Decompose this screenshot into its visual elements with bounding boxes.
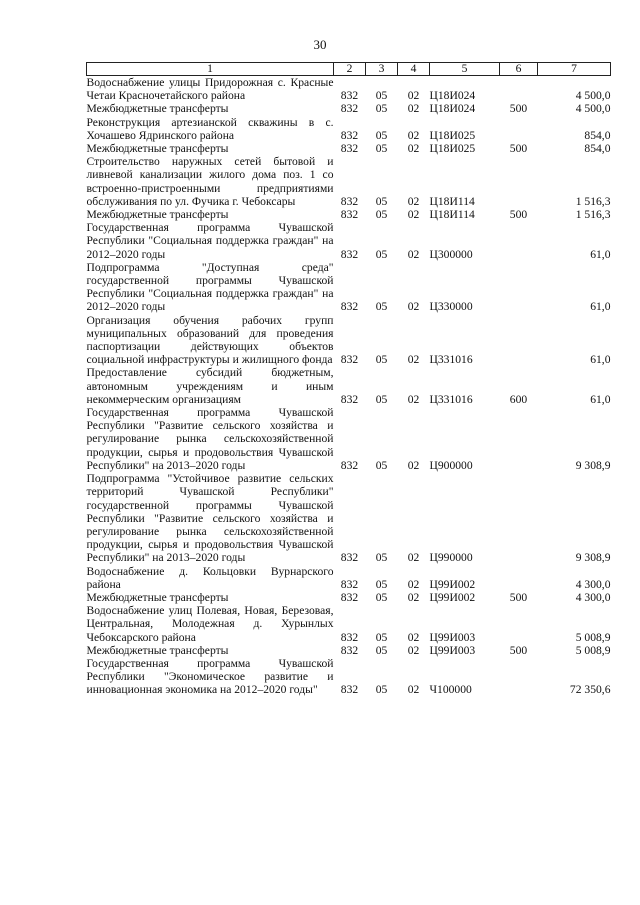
row-name: Межбюджетные трансферты: [86, 590, 229, 604]
row-ministry-code: 832: [340, 643, 359, 657]
row-ministry-code: 832: [340, 128, 359, 142]
row-subsection-code: 02: [407, 300, 420, 314]
row-expense-type: 500: [509, 208, 528, 222]
table-row: [87, 366, 611, 406]
row-subsection-code: 02: [407, 458, 420, 472]
row-target-code: Ц99И002: [429, 577, 476, 591]
row-expense-type: [500, 565, 538, 591]
row-subsection-code: 02: [407, 102, 420, 116]
row-name: Водоснабжение д. Кольцовки Вурнарского района: [86, 564, 334, 591]
row-section-code: 05: [375, 89, 388, 103]
row-target-code: Ц18И114: [429, 194, 475, 208]
row-target-code: Ц18И025: [429, 142, 476, 156]
table-row: [87, 406, 611, 472]
table-body: [87, 76, 611, 697]
row-target-code: Ц18И025: [429, 128, 476, 142]
row-expense-type: 600: [509, 392, 528, 406]
row-expense-type: 500: [509, 102, 528, 116]
table-row: [87, 261, 611, 314]
col-header-2: 2: [334, 63, 366, 76]
row-name: Государственная программа Чувашской Республики "Развитие сельского хозяйства и регулирование рынка сельскохозяйственной продукции, сырья и продовольствия Чувашской Республики" на 2013–2020 годы: [86, 406, 334, 472]
row-section-code: 05: [375, 392, 388, 406]
row-section-code: 05: [375, 551, 388, 565]
row-name: Строительство наружных сетей бытовой и ливневой канализации жилого дома поз. 1 со встроенно-пристроенными предприятиями обслуживания по ул. Фучика г. Чебоксары: [86, 155, 334, 208]
row-section-code: 05: [375, 194, 388, 208]
row-target-code: Ц330000: [429, 300, 473, 314]
row-target-code: Ц990000: [429, 551, 473, 565]
row-section-code: 05: [375, 590, 388, 604]
row-section-code: 05: [375, 247, 388, 261]
row-subsection-code: 02: [407, 128, 420, 142]
row-subsection-code: 02: [407, 353, 420, 367]
page-number: 30: [313, 37, 327, 52]
row-target-code: Ц300000: [429, 247, 473, 261]
row-ministry-code: 832: [340, 577, 359, 591]
row-expense-type: [500, 261, 538, 314]
table-row: [87, 102, 611, 115]
row-target-code: Ц99И003: [429, 643, 476, 657]
row-section-code: 05: [375, 142, 388, 156]
row-target-code: Ц331016: [429, 353, 473, 367]
row-target-code: Ц331016: [429, 392, 473, 406]
row-name: Государственная программа Чувашской Республики "Экономическое развитие и инновационная экономика на 2012–2020 годы": [86, 656, 334, 697]
table-row: [87, 142, 611, 155]
row-ministry-code: 832: [340, 89, 359, 103]
table-row: [87, 314, 611, 367]
row-section-code: 05: [375, 577, 388, 591]
col-header-4: 4: [398, 63, 430, 76]
row-ministry-code: 832: [340, 208, 359, 222]
row-target-code: Ц99И002: [429, 590, 476, 604]
row-amount: 61,0: [590, 247, 611, 261]
row-amount: 1 516,3: [575, 208, 611, 222]
row-amount: 5 008,9: [575, 630, 611, 644]
row-amount: 9 308,9: [575, 458, 611, 472]
row-expense-type: 500: [509, 142, 528, 156]
row-ministry-code: 832: [340, 458, 359, 472]
row-amount: 854,0: [584, 142, 611, 156]
row-expense-type: [500, 604, 538, 644]
row-name: Межбюджетные трансферты: [86, 142, 229, 156]
row-ministry-code: 832: [340, 194, 359, 208]
row-expense-type: [500, 116, 538, 142]
row-subsection-code: 02: [407, 643, 420, 657]
row-expense-type: [500, 657, 538, 697]
table-row: [87, 208, 611, 221]
table-row: [87, 565, 611, 591]
row-ministry-code: 832: [340, 142, 359, 156]
row-section-code: 05: [375, 208, 388, 222]
row-name: Водоснабжение улицы Придорожная с. Красные Четаи Красночетайского района: [86, 76, 334, 103]
row-expense-type: [500, 472, 538, 564]
budget-table: [86, 62, 611, 697]
row-ministry-code: 832: [340, 353, 359, 367]
row-subsection-code: 02: [407, 577, 420, 591]
row-amount: 4 300,0: [575, 577, 611, 591]
row-subsection-code: 02: [407, 208, 420, 222]
col-header-6: 6: [500, 63, 538, 76]
row-ministry-code: 832: [340, 102, 359, 116]
row-section-code: 05: [375, 630, 388, 644]
col-header-5: 5: [430, 63, 500, 76]
row-subsection-code: 02: [407, 194, 420, 208]
row-target-code: Ц18И024: [429, 89, 476, 103]
row-amount: 72 350,6: [569, 683, 611, 697]
table-row: [87, 116, 611, 142]
row-target-code: Ч100000: [429, 683, 472, 697]
row-ministry-code: 832: [340, 300, 359, 314]
row-subsection-code: 02: [407, 392, 420, 406]
row-amount: 854,0: [584, 128, 611, 142]
row-expense-type: [500, 221, 538, 261]
row-name: Организация обучения рабочих групп муниципальных образований для проведения паспортизации действующих объектов социальной инфраструктуры и жилищного фонда: [86, 313, 334, 367]
row-ministry-code: 832: [340, 590, 359, 604]
row-name: Водоснабжение улиц Полевая, Новая, Березовая, Центральная, Молодежная д. Хурынлых Чебоксарского района: [86, 604, 334, 644]
row-section-code: 05: [375, 102, 388, 116]
table-row: [87, 657, 611, 697]
row-section-code: 05: [375, 300, 388, 314]
row-ministry-code: 832: [340, 392, 359, 406]
row-name: Реконструкция артезианской скважины в с. Хочашево Ядринского района: [86, 115, 334, 142]
table-row: [87, 155, 611, 208]
col-header-1: 1: [87, 63, 334, 76]
row-name: Межбюджетные трансферты: [86, 102, 229, 116]
row-expense-type: 500: [509, 643, 528, 657]
row-expense-type: [500, 76, 538, 103]
row-target-code: Ц18И024: [429, 102, 476, 116]
table-row: [87, 221, 611, 261]
row-target-code: Ц18И114: [429, 208, 475, 222]
row-ministry-code: 832: [340, 247, 359, 261]
row-section-code: 05: [375, 353, 388, 367]
row-amount: 61,0: [590, 353, 611, 367]
row-subsection-code: 02: [407, 142, 420, 156]
row-amount: 9 308,9: [575, 551, 611, 565]
table-row: [87, 472, 611, 564]
table-row: [87, 604, 611, 644]
row-ministry-code: 832: [340, 630, 359, 644]
row-amount: 4 500,0: [575, 102, 611, 116]
row-name: Подпрограмма "Доступная среда" государственной программы Чувашской Республики "Социальная поддержка граждан" на 2012–2020 годы: [86, 260, 334, 314]
row-amount: 61,0: [590, 300, 611, 314]
row-target-code: Ц900000: [429, 458, 473, 472]
table-row: [87, 76, 611, 103]
row-expense-type: 500: [509, 590, 528, 604]
table-row: [87, 644, 611, 657]
row-amount: 1 516,3: [575, 194, 611, 208]
row-name: Межбюджетные трансферты: [86, 643, 229, 657]
row-section-code: 05: [375, 643, 388, 657]
row-target-code: Ц99И003: [429, 630, 476, 644]
row-expense-type: [500, 155, 538, 208]
row-subsection-code: 02: [407, 247, 420, 261]
col-header-7: 7: [538, 63, 611, 76]
row-section-code: 05: [375, 128, 388, 142]
row-amount: 5 008,9: [575, 643, 611, 657]
row-name: Межбюджетные трансферты: [86, 208, 229, 222]
col-header-3: 3: [366, 63, 398, 76]
row-name: Предоставление субсидий бюджетным, автономным учреждениям и иным некоммерческим организациям: [86, 366, 334, 406]
row-expense-type: [500, 314, 538, 367]
header-row: [87, 63, 611, 76]
row-amount: 61,0: [590, 392, 611, 406]
row-subsection-code: 02: [407, 590, 420, 604]
row-name: Подпрограмма "Устойчивое развитие сельских территорий Чувашской Республики" государственной программы Чувашской Республики "Развитие сельского хозяйства и регулирование рынка сельскохозяйственной продукции, сырья и продовольствия Чувашской Республики" на 2013–2020 годы: [86, 472, 334, 565]
row-ministry-code: 832: [340, 551, 359, 565]
row-amount: 4 300,0: [575, 590, 611, 604]
row-subsection-code: 02: [407, 89, 420, 103]
row-subsection-code: 02: [407, 551, 420, 565]
row-subsection-code: 02: [407, 683, 420, 697]
row-subsection-code: 02: [407, 630, 420, 644]
row-expense-type: [500, 406, 538, 472]
row-ministry-code: 832: [340, 683, 359, 697]
row-name: Государственная программа Чувашской Республики "Социальная поддержка граждан" на 2012–2020 годы: [86, 221, 334, 261]
table-row: [87, 591, 611, 604]
row-section-code: 05: [375, 683, 388, 697]
row-amount: 4 500,0: [575, 89, 611, 103]
row-section-code: 05: [375, 458, 388, 472]
